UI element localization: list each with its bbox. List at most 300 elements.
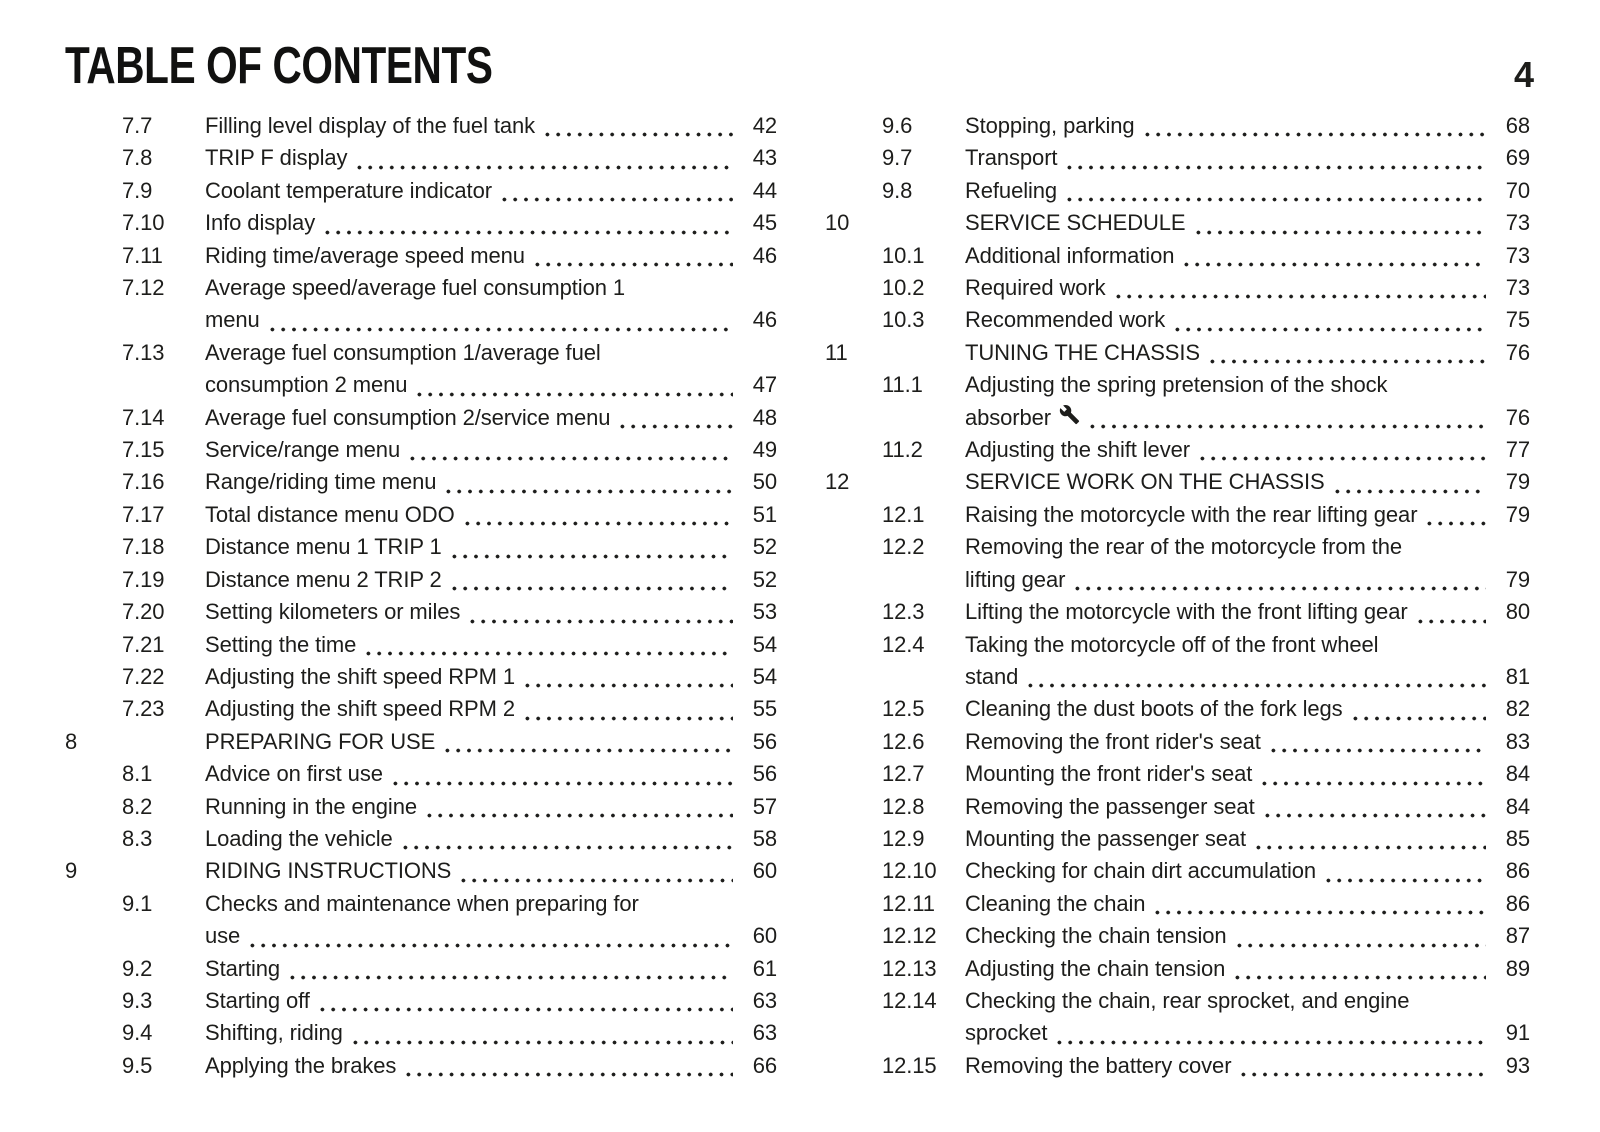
toc-entry xyxy=(825,1050,1530,1082)
toc-entry xyxy=(65,175,777,207)
entry-title: SERVICE SCHEDULE xyxy=(965,210,1186,236)
entry-lastline xyxy=(965,304,1530,336)
entry-page-number: 77 xyxy=(1505,437,1530,463)
entry-body xyxy=(965,629,1530,694)
dot-leader xyxy=(1113,294,1486,299)
entry-lastline xyxy=(205,434,777,466)
entry-body xyxy=(205,629,777,661)
entry-title: Removing the front rider's seat xyxy=(965,728,1261,754)
dot-leader xyxy=(499,197,733,202)
entry-title: Riding time/average speed menu xyxy=(205,242,525,268)
entry-lastline xyxy=(205,142,777,174)
entry-body xyxy=(205,985,777,1017)
toc-entry xyxy=(65,207,777,239)
entry-page-number: 84 xyxy=(1505,793,1530,819)
dot-leader xyxy=(403,1072,733,1077)
toc-entry xyxy=(825,791,1530,823)
toc-entry xyxy=(65,240,777,272)
entry-title: lifting gear xyxy=(965,566,1066,592)
entry-lastline xyxy=(205,240,777,272)
entry-number: 10.2 xyxy=(882,275,925,301)
entry-body xyxy=(965,1050,1530,1082)
toc-entry xyxy=(825,693,1530,725)
entry-number: 7.23 xyxy=(122,696,165,722)
entry-page-number: 47 xyxy=(752,372,777,398)
entry-page-number: 60 xyxy=(752,923,777,949)
entry-title: Cleaning the dust boots of the fork legs xyxy=(965,696,1343,722)
entry-lastline xyxy=(205,791,777,823)
entry-body xyxy=(965,369,1530,434)
entry-title: Average fuel consumption 1/average fuel xyxy=(205,339,601,365)
toc-entry xyxy=(825,240,1530,272)
entry-page-number: 68 xyxy=(1505,113,1530,138)
entry-lastline xyxy=(205,1050,777,1082)
entry-lastline xyxy=(965,693,1530,725)
toc-entry xyxy=(65,758,777,790)
entry-page-number: 54 xyxy=(752,663,777,689)
entry-title: Checking the chain tension xyxy=(965,923,1227,949)
dot-leader xyxy=(1064,165,1486,170)
entry-lastline xyxy=(205,758,777,790)
entry-lastline xyxy=(965,953,1530,985)
toc-column-left xyxy=(65,110,777,1082)
entry-title: Adjusting the spring pretension of the shock xyxy=(965,372,1388,398)
entry-body xyxy=(965,142,1530,174)
entry-body xyxy=(205,726,777,758)
dot-leader xyxy=(1025,683,1486,688)
entry-lastline xyxy=(965,337,1530,369)
dot-leader xyxy=(449,554,733,559)
entry-title: Refueling xyxy=(965,177,1058,203)
dot-leader xyxy=(522,716,733,721)
entry-lastline xyxy=(965,402,1530,434)
dot-leader xyxy=(462,521,733,526)
toc-entry xyxy=(825,985,1530,1050)
entry-page-number: 86 xyxy=(1505,858,1530,884)
entry-page-number: 93 xyxy=(1505,1052,1530,1078)
entry-number: 7.18 xyxy=(122,534,165,560)
entry-body xyxy=(965,726,1530,758)
entry-body xyxy=(205,596,777,628)
entry-body xyxy=(205,531,777,563)
toc-entry xyxy=(65,726,777,758)
entry-page-number: 76 xyxy=(1505,339,1530,365)
entry-number: 7.8 xyxy=(122,145,153,171)
entry-lastline xyxy=(205,304,777,336)
entry-page-number: 85 xyxy=(1505,825,1530,851)
entry-lastline xyxy=(205,693,777,725)
entry-body xyxy=(205,434,777,466)
entry-lastline xyxy=(205,920,777,952)
entry-lastline xyxy=(965,726,1530,758)
toc-entry xyxy=(65,693,777,725)
toc-entry xyxy=(825,531,1530,596)
entry-number: 12.14 xyxy=(882,987,937,1013)
toc-entry xyxy=(825,304,1530,336)
toc-entry xyxy=(65,564,777,596)
entry-number: 9.3 xyxy=(122,987,153,1013)
entry-lastline xyxy=(965,888,1530,920)
entry-page-number: 54 xyxy=(752,631,777,657)
entry-lastline xyxy=(205,175,777,207)
entry-body xyxy=(965,240,1530,272)
dot-leader xyxy=(1193,230,1486,235)
dot-leader xyxy=(267,327,733,332)
dot-leader xyxy=(350,1040,733,1045)
entry-lastline xyxy=(965,110,1530,142)
dot-leader xyxy=(1350,716,1486,721)
dot-leader xyxy=(1232,975,1486,980)
entry-lastline xyxy=(965,434,1530,466)
entry-lastline xyxy=(205,596,777,628)
dot-leader xyxy=(1087,424,1486,429)
entry-number: 7.14 xyxy=(122,404,165,430)
dot-leader xyxy=(1054,1040,1486,1045)
entry-page-number: 89 xyxy=(1505,955,1530,981)
toc-entry xyxy=(65,985,777,1017)
toc-entry xyxy=(65,272,777,337)
entry-lastline xyxy=(205,531,777,563)
entry-title: Total distance menu ODO xyxy=(205,501,455,527)
entry-lastline xyxy=(965,596,1530,628)
entry-number: 8.2 xyxy=(122,793,153,819)
entry-body xyxy=(965,596,1530,628)
entry-body xyxy=(965,888,1530,920)
entry-lastline xyxy=(965,207,1530,239)
entry-number: 12.1 xyxy=(882,501,925,527)
entry-lastline xyxy=(965,1017,1530,1049)
entry-number: 7.20 xyxy=(122,599,165,625)
entry-title: menu xyxy=(205,307,260,333)
entry-title: Starting xyxy=(205,955,281,981)
entry-page-number: 43 xyxy=(752,145,777,171)
entry-body xyxy=(205,953,777,985)
entry-title: consumption 2 menu xyxy=(205,372,408,398)
toc-entry xyxy=(825,920,1530,952)
entry-number: 8.3 xyxy=(122,825,153,851)
entry-page-number: 63 xyxy=(752,1020,777,1046)
entry-body xyxy=(205,402,777,434)
toc-entry xyxy=(825,888,1530,920)
entry-title: SERVICE WORK ON THE CHASSIS xyxy=(965,469,1325,495)
entry-lastline xyxy=(965,791,1530,823)
dot-leader xyxy=(467,619,733,624)
dot-leader xyxy=(1072,586,1486,591)
dot-leader xyxy=(1332,489,1486,494)
entry-page-number: 75 xyxy=(1505,307,1530,333)
entry-title: Setting the time xyxy=(205,631,357,657)
entry-number: 12.13 xyxy=(882,955,937,981)
entry-page-number: 53 xyxy=(752,599,777,625)
entry-body xyxy=(965,758,1530,790)
dot-leader xyxy=(532,262,733,267)
toc-entry xyxy=(825,337,1530,369)
entry-page-number: 79 xyxy=(1505,501,1530,527)
dot-leader xyxy=(414,392,733,397)
entry-page-number: 50 xyxy=(752,469,777,495)
dot-leader xyxy=(363,651,733,656)
entry-number: 12.8 xyxy=(882,793,925,819)
toc-entry xyxy=(65,531,777,563)
entry-lastline xyxy=(965,272,1530,304)
wrench-icon xyxy=(1059,404,1080,425)
entry-number: 9.8 xyxy=(882,177,913,203)
entry-title: Removing the battery cover xyxy=(965,1052,1232,1078)
entry-page-number: 66 xyxy=(752,1052,777,1078)
entry-page-number: 83 xyxy=(1505,728,1530,754)
entry-body xyxy=(965,337,1530,369)
dot-leader xyxy=(1424,521,1486,526)
entry-page-number: 49 xyxy=(752,437,777,463)
entry-page-number: 46 xyxy=(752,307,777,333)
entry-page-number: 70 xyxy=(1505,177,1530,203)
entry-page-number: 76 xyxy=(1505,404,1530,430)
entry-page-number: 69 xyxy=(1505,145,1530,171)
toc-entry xyxy=(825,758,1530,790)
dot-leader xyxy=(247,943,733,948)
toc-entry xyxy=(825,823,1530,855)
entry-lastline xyxy=(965,466,1530,498)
entry-title: Removing the rear of the motorcycle from the xyxy=(965,534,1403,560)
entry-title: RIDING INSTRUCTIONS xyxy=(205,858,452,884)
entry-body xyxy=(965,272,1530,304)
entry-lastline xyxy=(205,207,777,239)
entry-title: Range/riding time menu xyxy=(205,469,437,495)
entry-body xyxy=(965,693,1530,725)
entry-number: 12.10 xyxy=(882,858,937,884)
entry-page-number: 63 xyxy=(752,987,777,1013)
entry-page-number: 58 xyxy=(752,825,777,851)
toc-entry xyxy=(65,629,777,661)
entry-body xyxy=(205,499,777,531)
toc-column-right xyxy=(825,110,1530,1082)
dot-leader xyxy=(1172,327,1486,332)
dot-leader xyxy=(1152,910,1486,915)
dot-leader xyxy=(1181,262,1486,267)
entry-body xyxy=(205,337,777,402)
entry-page-number: 42 xyxy=(752,113,777,138)
entry-page-number: 84 xyxy=(1505,761,1530,787)
dot-leader xyxy=(1253,845,1486,850)
entry-lastline xyxy=(205,402,777,434)
entry-lastline xyxy=(965,499,1530,531)
entry-title: Running in the engine xyxy=(205,793,417,819)
entry-body xyxy=(965,953,1530,985)
toc-entry xyxy=(825,142,1530,174)
table-of-contents xyxy=(65,110,1530,1082)
toc-entry xyxy=(65,1050,777,1082)
entry-page-number: 48 xyxy=(752,404,777,430)
entry-title: Filling level display of the fuel tank xyxy=(205,113,536,138)
dot-leader xyxy=(407,456,733,461)
entry-title: Adjusting the shift speed RPM 2 xyxy=(205,696,515,722)
entry-page-number: 61 xyxy=(752,955,777,981)
toc-entry xyxy=(825,953,1530,985)
toc-entry xyxy=(65,142,777,174)
entry-title: Info display xyxy=(205,210,316,236)
entry-number: 8 xyxy=(65,728,78,754)
toc-entry xyxy=(825,629,1530,694)
entry-page-number: 46 xyxy=(752,242,777,268)
toc-entry xyxy=(65,466,777,498)
entry-number: 12.6 xyxy=(882,728,925,754)
entry-number: 12 xyxy=(825,469,850,495)
entry-lastline xyxy=(965,920,1530,952)
entry-title: Service/range menu xyxy=(205,437,401,463)
entry-lastline xyxy=(205,369,777,401)
entry-title: Checking the chain, rear sprocket, and engine xyxy=(965,987,1410,1013)
entry-body xyxy=(205,466,777,498)
entry-title: Loading the vehicle xyxy=(205,825,393,851)
dot-leader xyxy=(400,845,733,850)
dot-leader xyxy=(322,230,733,235)
entry-number: 7.22 xyxy=(122,663,165,689)
entry-page-number: 91 xyxy=(1505,1020,1530,1046)
entry-number: 10.3 xyxy=(882,307,925,333)
entry-body xyxy=(205,661,777,693)
entry-page-number: 51 xyxy=(752,501,777,527)
entry-page-number: 79 xyxy=(1505,566,1530,592)
entry-lastline xyxy=(965,1050,1530,1082)
dot-leader xyxy=(1238,1072,1486,1077)
toc-entry xyxy=(65,791,777,823)
entry-lastline xyxy=(205,629,777,661)
dot-leader xyxy=(390,781,733,786)
entry-lastline xyxy=(965,855,1530,887)
dot-leader xyxy=(1268,748,1486,753)
dot-leader xyxy=(617,424,733,429)
entry-lastline xyxy=(965,661,1530,693)
entry-number: 7.21 xyxy=(122,631,165,657)
entry-title: TRIP F display xyxy=(205,145,348,171)
entry-body xyxy=(205,1017,777,1049)
entry-title: Coolant temperature indicator xyxy=(205,177,492,203)
toc-entry xyxy=(825,110,1530,142)
entry-lastline xyxy=(965,564,1530,596)
entry-page-number: 56 xyxy=(752,761,777,787)
entry-title: Distance menu 2 TRIP 2 xyxy=(205,566,442,592)
entry-number: 7.13 xyxy=(122,339,165,365)
entry-title: Cleaning the chain xyxy=(965,890,1146,916)
entry-body xyxy=(965,175,1530,207)
entry-lastline xyxy=(205,855,777,887)
entry-number: 9.5 xyxy=(122,1052,153,1078)
toc-entry xyxy=(825,596,1530,628)
entry-title: Checks and maintenance when preparing for xyxy=(205,890,639,916)
dot-leader xyxy=(1259,781,1486,786)
entry-title: Average fuel consumption 2/service menu xyxy=(205,404,611,430)
entry-lastline xyxy=(205,564,777,596)
dot-leader xyxy=(542,132,733,137)
entry-number: 12.5 xyxy=(882,696,925,722)
entry-title: Starting off xyxy=(205,987,310,1013)
entry-title: Adjusting the shift speed RPM 1 xyxy=(205,663,515,689)
entry-lastline xyxy=(965,823,1530,855)
dot-leader xyxy=(1142,132,1486,137)
toc-entry xyxy=(825,434,1530,466)
entry-number: 7.11 xyxy=(122,242,163,268)
entry-number: 9 xyxy=(65,858,78,884)
entry-body xyxy=(965,791,1530,823)
entry-body xyxy=(965,466,1530,498)
entry-title: Mounting the front rider's seat xyxy=(965,761,1253,787)
entry-title: TUNING THE CHASSIS xyxy=(965,339,1200,365)
entry-page-number: 52 xyxy=(752,534,777,560)
entry-title: Stopping, parking xyxy=(965,113,1135,138)
entry-number: 7.15 xyxy=(122,437,165,463)
toc-entry xyxy=(65,337,777,402)
entry-body xyxy=(205,758,777,790)
entry-body xyxy=(965,434,1530,466)
dot-leader xyxy=(317,1007,733,1012)
entry-number: 12.15 xyxy=(882,1052,937,1078)
entry-number: 12.3 xyxy=(882,599,925,625)
entry-body xyxy=(965,531,1530,596)
folio-page-number: 4 xyxy=(1513,54,1534,95)
entry-body xyxy=(205,175,777,207)
entry-body xyxy=(205,791,777,823)
dot-leader xyxy=(1415,619,1486,624)
entry-page-number: 52 xyxy=(752,566,777,592)
toc-entry xyxy=(825,499,1530,531)
entry-number: 9.1 xyxy=(122,890,153,916)
dot-leader xyxy=(1262,813,1486,818)
toc-entry xyxy=(825,466,1530,498)
entry-lastline xyxy=(965,142,1530,174)
entry-title: PREPARING FOR USE xyxy=(205,728,436,754)
entry-number: 7.7 xyxy=(122,113,153,138)
entry-title: Recommended work xyxy=(965,307,1166,333)
entry-body xyxy=(965,207,1530,239)
entry-body xyxy=(965,920,1530,952)
entry-title: stand xyxy=(965,663,1019,689)
entry-number: 12.7 xyxy=(882,761,925,787)
entry-number: 7.12 xyxy=(122,275,165,301)
entry-lastline xyxy=(205,985,777,1017)
entry-number: 7.16 xyxy=(122,469,165,495)
entry-lastline xyxy=(205,953,777,985)
entry-number: 10.1 xyxy=(882,242,925,268)
entry-body xyxy=(965,499,1530,531)
entry-page-number: 44 xyxy=(752,177,777,203)
toc-entry xyxy=(65,953,777,985)
dot-leader xyxy=(287,975,733,980)
entry-page-number: 55 xyxy=(752,696,777,722)
entry-title: Advice on first use xyxy=(205,761,383,787)
entry-page-number: 81 xyxy=(1505,663,1530,689)
entry-title: Average speed/average fuel consumption 1 xyxy=(205,275,625,301)
entry-lastline xyxy=(965,175,1530,207)
toc-entry xyxy=(825,175,1530,207)
entry-body xyxy=(965,855,1530,887)
toc-entry xyxy=(65,855,777,887)
entry-number: 12.11 xyxy=(882,890,935,916)
entry-number: 11 xyxy=(825,339,848,365)
entry-lastline xyxy=(205,499,777,531)
entry-page-number: 45 xyxy=(752,210,777,236)
entry-page-number: 60 xyxy=(752,858,777,884)
dot-leader xyxy=(1234,943,1486,948)
dot-leader xyxy=(449,586,733,591)
dot-leader xyxy=(442,748,733,753)
entry-lastline xyxy=(205,466,777,498)
entry-page-number: 73 xyxy=(1505,275,1530,301)
entry-title: Checking for chain dirt accumulation xyxy=(965,858,1317,884)
entry-title: Required work xyxy=(965,275,1106,301)
entry-body xyxy=(205,693,777,725)
dot-leader xyxy=(354,165,733,170)
entry-title: Distance menu 1 TRIP 1 xyxy=(205,534,442,560)
